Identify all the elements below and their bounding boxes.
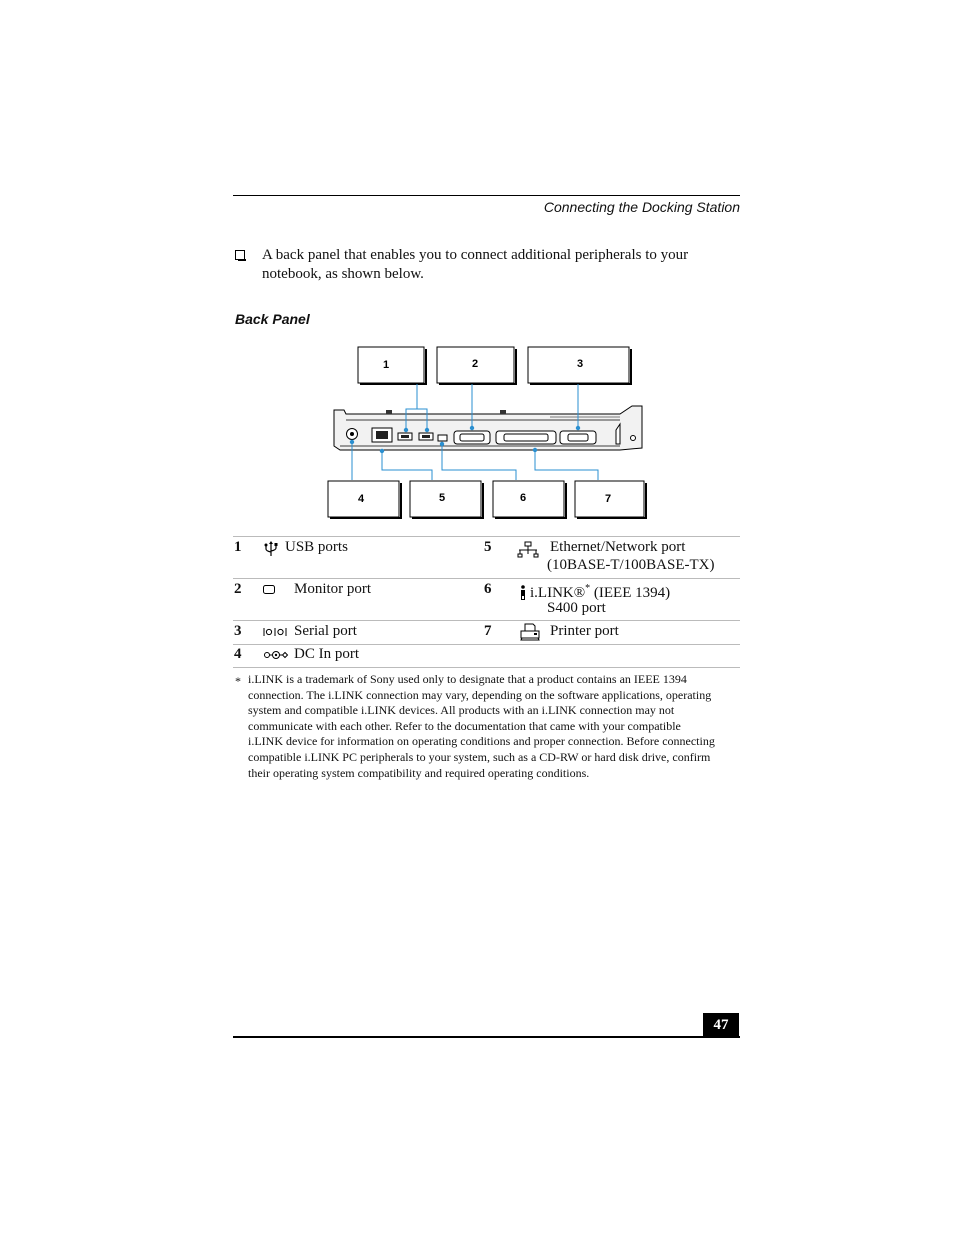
- table-row: [233, 578, 740, 621]
- monitor-port-label: Monitor port: [294, 581, 372, 597]
- item-number: 2: [234, 581, 242, 597]
- figure-title: Back Panel: [235, 311, 310, 327]
- callout-box-7: [575, 481, 646, 518]
- item-number: 5: [484, 539, 492, 555]
- callout-label-5: 5: [439, 492, 446, 504]
- ilink-icon: [519, 585, 527, 601]
- footnote-marker: *: [235, 674, 241, 688]
- intro-bullet-text: A back panel that enables you to connect additional peripherals to your notebook, as shown below.: [262, 247, 689, 282]
- bullet-square-icon: [235, 250, 245, 260]
- ilink-standard: (IEEE 1394): [590, 585, 671, 601]
- item-number: 7: [484, 623, 492, 639]
- footnote-text: i.LINK is a trademark of Sony used only to designate that a product contains an IEEE 1394 connection. The i.LINK connection may vary, depending on the software applications, operating system and compatible i.LINK devices. All products with an i.LINK connection may not communicate with each other. Refer to the documentation that came with your compatible i.LINK device for information on operating conditions and proper connection. Before connecting compatible i.LINK PC peripherals to your system, such as a CD-RW or hard disk drive, confirm their operating system compatibility and required operating conditions.: [248, 672, 715, 780]
- table-row: [233, 536, 740, 579]
- printer-port-label: Printer port: [550, 623, 619, 639]
- docking-back-panel: [334, 406, 642, 450]
- callout-box-4: [328, 481, 401, 518]
- ethernet-port-label: Ethernet/Network port: [550, 539, 686, 555]
- item-number: 6: [484, 581, 492, 597]
- ilink-port-speed: S400 port: [547, 600, 606, 616]
- callout-box-5: [410, 481, 483, 518]
- callout-box-2: [437, 347, 516, 384]
- ilink-footnote-marker: *: [585, 583, 591, 594]
- footer-rule: [233, 1036, 740, 1038]
- ilink-name: i.LINK®: [530, 585, 586, 601]
- callout-label-6: 6: [520, 492, 527, 504]
- table-row: [233, 644, 740, 668]
- back-panel-diagram: [320, 340, 650, 525]
- item-number: 1: [234, 539, 242, 555]
- table-bottom-rule: [233, 667, 740, 668]
- callout-box-1: [358, 347, 426, 384]
- usb-ports-label: USB ports: [285, 539, 348, 555]
- serial-icon: [263, 627, 287, 637]
- callout-label-7: 7: [605, 493, 612, 505]
- table-row: [233, 620, 740, 645]
- usb-icon: [262, 541, 280, 557]
- serial-port-label: Serial port: [294, 623, 357, 639]
- callout-box-6: [493, 481, 566, 518]
- callout-label-1: 1: [383, 359, 390, 371]
- header-rule: [233, 195, 740, 196]
- ethernet-port-spec: (10BASE-T/100BASE-TX): [547, 557, 715, 573]
- running-header: Connecting the Docking Station: [543, 199, 740, 215]
- network-icon: [517, 541, 539, 559]
- callout-label-4: 4: [358, 493, 365, 505]
- callout-label-3: 3: [577, 358, 584, 370]
- dc-in-port-label: DC In port: [294, 646, 359, 662]
- monitor-icon: [263, 585, 275, 595]
- printer-icon: [520, 623, 540, 641]
- page-number: 47: [703, 1013, 739, 1037]
- item-number: 4: [234, 646, 242, 662]
- callout-box-3: [528, 347, 631, 384]
- dc-in-icon: [263, 650, 289, 660]
- item-number: 3: [234, 623, 242, 639]
- callout-label-2: 2: [472, 358, 479, 370]
